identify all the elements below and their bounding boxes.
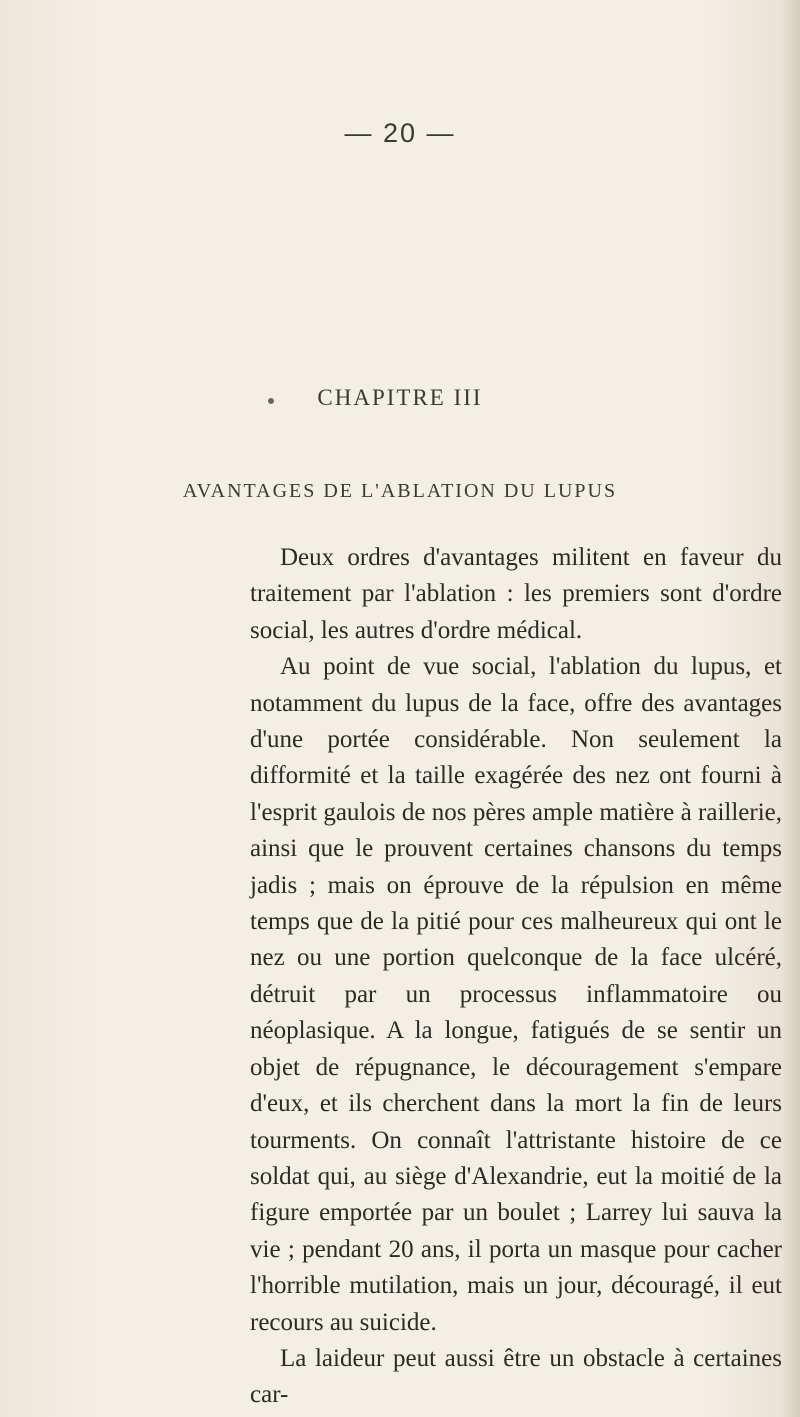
paragraph: La laideur peut aussi être un obstacle à certaines car- [250, 1344, 782, 1409]
chapter-title: CHAPITRE III [317, 385, 483, 410]
paragraph: Au point de vue social, l'ablation du lupus, et notamment du lupus de la face, offre des avantages d'une portée considérable. Non seulement la difformité et la taille exagérée des nez ont fourni à l'esprit gaulois de nos pères ample matière à raillerie, ainsi que le prouvent certaines chansons du temps jadis ; mais on éprouve de la répulsion en même temps que de la pitié pour ces malheureux qui ont le nez ou une portion quelconque de la face ulcéré, détruit par un processus inflammatoire ou néoplasique. A la longue, fatigués de se sentir un objet de répugnance, le découragement s'empare d'eux, et ils cherchent dans la mort la fin de leurs tourments. On connaît l'attristante histoire de ce soldat qui, au siège d'Alexandrie, eut la moitié de la figure emportée par un boulet ; Larrey lui sauva la vie ; pendant 20 ans, il porta un masque pour cacher l'horrible mutilation, mais un jour, découragé, il eut recours au suicide. [250, 653, 782, 1336]
body-text [250, 540, 782, 1414]
page-number: — 20 — [344, 118, 456, 148]
page-edge-shadow [782, 0, 800, 1417]
paragraph: Deux ordres d'avantages militent en faveur du traitement par l'ablation : les premiers sont d'ordre social, les autres d'ordre médical. [250, 544, 782, 644]
section-title: AVANTAGES DE L'ABLATION DU LUPUS [182, 480, 618, 502]
